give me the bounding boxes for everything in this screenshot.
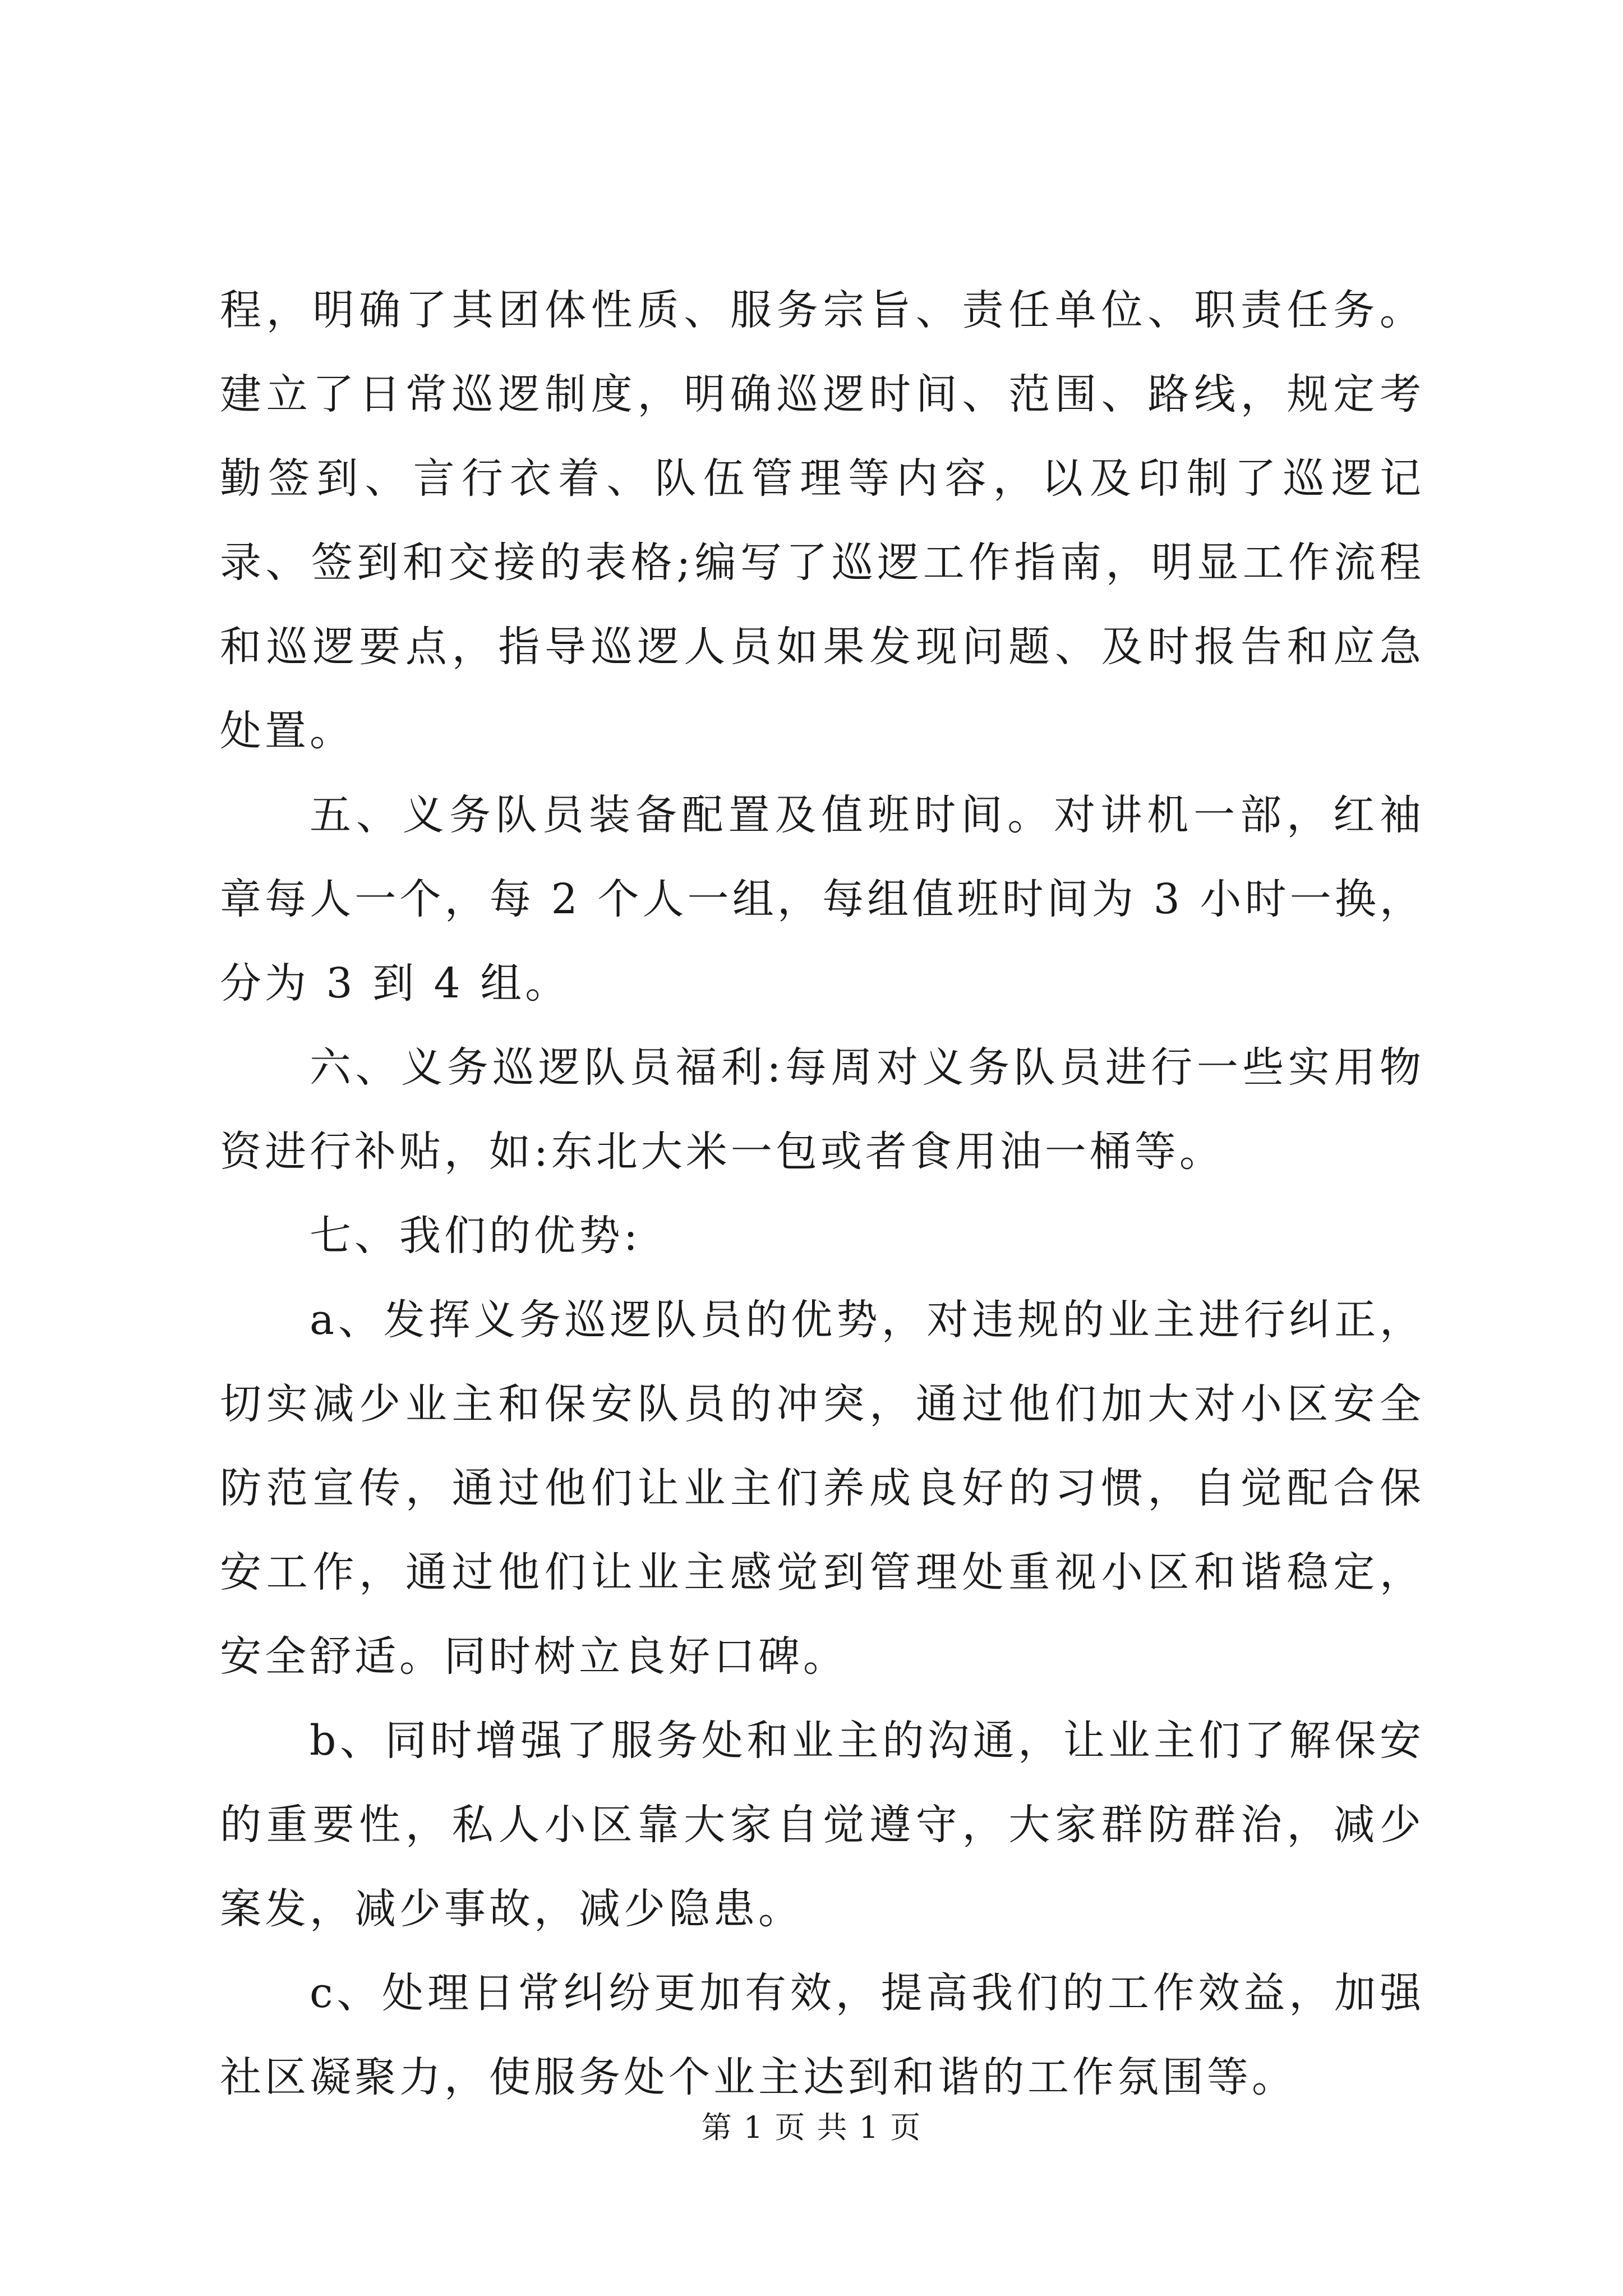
paragraph-advantage-c: c、处理日常纠纷更加有效，提高我们的工作效益，加强社区凝聚力，使服务处个业主达到和谐的工作氛围等。 [220, 1969, 1424, 2101]
paragraph-section-6: 六、义务巡逻队员福利:每周对义务队员进行一些实用物资进行补贴，如:东北大米一包或者食用油一桶等。 [220, 1043, 1424, 1176]
paragraph-section-7-heading: 七、我们的优势: [310, 1212, 641, 1260]
paragraph-advantage-b: b、同时增强了服务处和业主的沟通，让业主们了解保安的重要性，私人小区靠大家自觉遵守，大家群防群治，减少案发，减少事故，减少隐患。 [220, 1717, 1424, 1933]
paragraph-continuation: 程，明确了其团体性质、服务宗旨、责任单位、职责任务。建立了日常巡逻制度，明确巡逻时间、范围、路线，规定考勤签到、言行衣着、队伍管理等内容，以及印制了巡逻记录、签到和交接的表格;编写了巡逻工作指南，明显工作流程和巡逻要点，指导巡逻人员如果发现问题、及时报告和应急处置。 [220, 286, 1424, 755]
page-footer [0, 2104, 1623, 2147]
paragraph-advantage-a: a、发挥义务巡逻队员的优势，对违规的业主进行纠正，切实减少业主和保安队员的冲突，通过他们加大对小区安全防范宣传，通过他们让业主们养成良好的习惯，自觉配合保安工作，通过他们让业主感觉到管理处重视小区和谐稳定，安全舒适。同时树立良好口碑。 [220, 1296, 1424, 1681]
paragraph-section-5: 五、义务队员装备配置及值班时间。对讲机一部，红袖章每人一个，每 2 个人一组，每组值班时间为 3 小时一换，分为 3 到 4 组。 [220, 791, 1424, 1007]
document-body [220, 268, 1424, 2119]
page-number-label: 第 1 页 共 1 页 [701, 2110, 922, 2145]
